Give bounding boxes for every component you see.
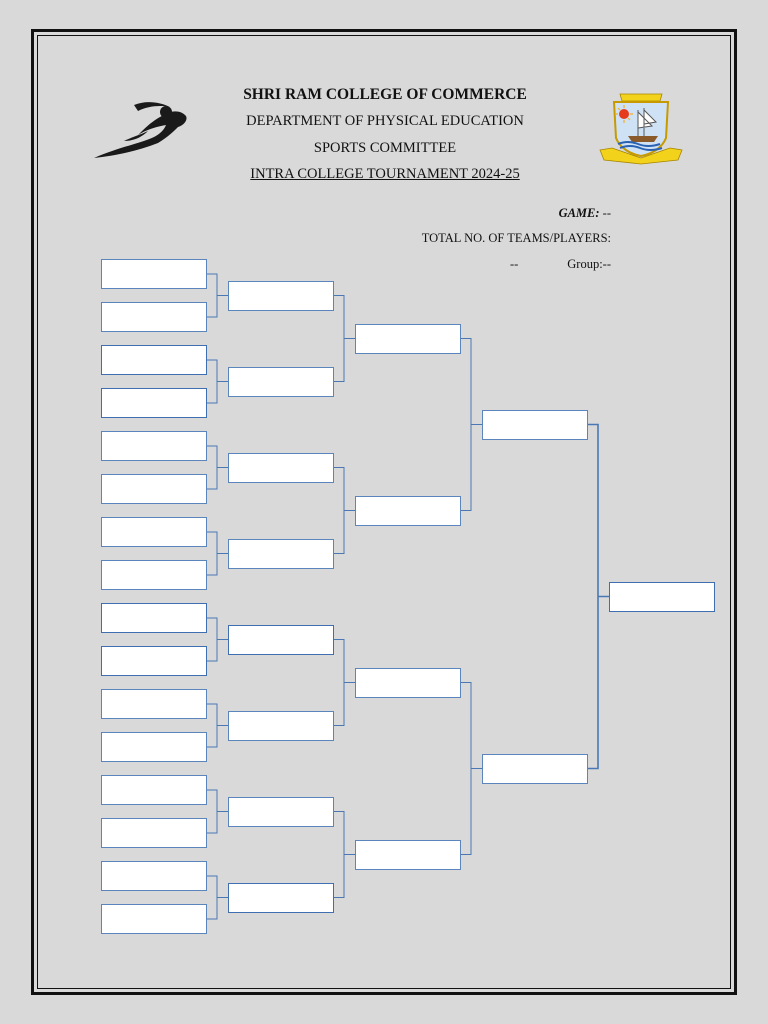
bracket-connector-r1-5 (207, 618, 228, 661)
bracket-connector-r4-1 (588, 425, 609, 769)
bracket-connector-r1-1 (207, 274, 228, 317)
bracket-connector-r1-3 (207, 446, 228, 489)
bracket-connector-r2-1 (334, 296, 355, 382)
teams-value: -- (510, 257, 519, 271)
bracket-connector-r2-4 (334, 812, 355, 898)
bracket-connector-r1-2 (207, 360, 228, 403)
bracket-connector-r3-2 (461, 683, 482, 855)
bracket-connector-r1-8 (207, 876, 228, 919)
teams-label: TOTAL NO. OF TEAMS/PLAYERS: (421, 231, 611, 245)
tournament-title-text: INTRA COLLEGE TOURNAMENT 2024-25 (250, 166, 520, 182)
bracket-connector-r1-6 (207, 704, 228, 747)
bracket-connector-r3-1 (461, 339, 482, 511)
college-name: SHRI RAM COLLEGE OF COMMERCE (243, 86, 527, 103)
committee-name: SPORTS COMMITTEE (313, 140, 457, 156)
bracket-connector-r1-7 (207, 790, 228, 833)
game-label: GAME: (558, 206, 600, 220)
bracket-connector-r1-4 (207, 532, 228, 575)
bracket-connector-r2-3 (334, 640, 355, 726)
bracket-connector-r2-2 (334, 468, 355, 554)
department-name: DEPARTMENT OF PHYSICAL EDUCATION (246, 113, 524, 129)
game-value: -- (602, 206, 611, 220)
group-label: Group:-- (567, 257, 611, 271)
